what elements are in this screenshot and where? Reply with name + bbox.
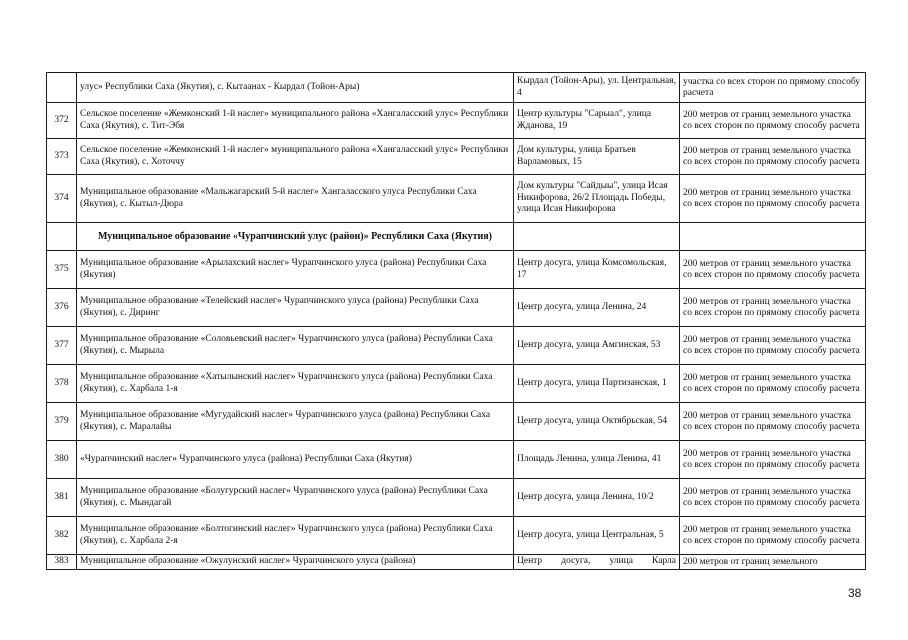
empty-cell [47, 223, 77, 251]
document-table-body [47, 73, 866, 570]
empty-cell [514, 223, 680, 251]
municipality-cell: Муниципальное образование «Мальжагарский 5-й наслег» Хангаласского улуса Республики Саха (Якутия), с. Кытыл-Дюра [77, 175, 514, 223]
zone-cell: 200 метров от границ земельного участка со всех сторон по прямому способу расчета [680, 441, 866, 479]
row-number-cell [47, 73, 77, 103]
row-number-cell: 383 [47, 555, 77, 570]
document-table [46, 72, 866, 570]
row-number-cell: 373 [47, 139, 77, 175]
row-number-cell: 374 [47, 175, 77, 223]
table-row [47, 73, 866, 103]
address-cell: Дом культуры "Сайдыы", улица Исая Никифорова, 26/2 Площадь Победы, улица Исая Никифорова [514, 175, 680, 223]
address-cell: Центр досуга, улица Октябрьская, 54 [514, 403, 680, 441]
municipality-cell: Сельское поселение «Жемконский 1-й наслег» муниципального района «Хангаласский улус» Республики Саха (Якутия), с. Тит-Эбя [77, 103, 514, 139]
address-cell: Центр досуга, улица Карла [514, 555, 680, 570]
address-cell: Центр досуга, улица Амгинская, 53 [514, 327, 680, 365]
address-cell: Центр досуга, улица Комсомольская, 17 [514, 251, 680, 289]
row-number-cell: 379 [47, 403, 77, 441]
page-number: 38 [848, 586, 862, 600]
address-cell: Центр досуга, улица Партизанская, 1 [514, 365, 680, 403]
table-row [47, 139, 866, 175]
zone-cell: 200 метров от границ земельного участка со всех сторон по прямому способу расчета [680, 139, 866, 175]
zone-cell: 200 метров от границ земельного участка со всех сторон по прямому способу расчета [680, 251, 866, 289]
section-header-row [47, 223, 866, 251]
municipality-cell: Муниципальное образование «Телейский наслег» Чурапчинского улуса (района) Республики Саха (Якутия), с. Диринг [77, 289, 514, 327]
table-row [47, 555, 866, 570]
address-cell: Центр культуры "Сарыал", улица Жданова, 19 [514, 103, 680, 139]
row-number-cell: 377 [47, 327, 77, 365]
municipality-cell: Муниципальное образование «Арылахский наслег» Чурапчинского улуса (района) Республики Саха (Якутия) [77, 251, 514, 289]
table-row [47, 327, 866, 365]
row-number-cell: 375 [47, 251, 77, 289]
row-number-cell: 372 [47, 103, 77, 139]
zone-cell: 200 метров от границ земельного участка со всех сторон по прямому способу расчета [680, 103, 866, 139]
table-row [47, 103, 866, 139]
municipality-cell: Муниципальное образование «Болтогинский наслег» Чурапчинского улуса (района) Республики Саха (Якутия), с. Харбала 2-я [77, 517, 514, 555]
table-row [47, 517, 866, 555]
table-row [47, 251, 866, 289]
row-number-cell: 376 [47, 289, 77, 327]
row-number-cell: 378 [47, 365, 77, 403]
zone-cell: 200 метров от границ земельного участка со всех сторон по прямому способу расчета [680, 289, 866, 327]
zone-cell: 200 метров от границ земельного участка со всех сторон по прямому способу расчета [680, 403, 866, 441]
municipality-cell: Муниципальное образование «Болугурский наслег» Чурапчинского улуса (района) Республики Саха (Якутия), с. Мындагай [77, 479, 514, 517]
table-row [47, 365, 866, 403]
address-cell: Центр досуга, улица Ленина, 10/2 [514, 479, 680, 517]
address-cell: Площадь Ленина, улица Ленина, 41 [514, 441, 680, 479]
zone-cell: 200 метров от границ земельного участка со всех сторон по прямому способу расчета [680, 517, 866, 555]
row-number-cell: 382 [47, 517, 77, 555]
municipality-cell: Муниципальное образование «Соловьевский наслег» Чурапчинского улуса (района) Республики Саха (Якутия), с. Мырыла [77, 327, 514, 365]
table-row [47, 403, 866, 441]
address-cell: Центр досуга, улица Центральная, 5 [514, 517, 680, 555]
row-number-cell: 381 [47, 479, 77, 517]
table-row [47, 479, 866, 517]
zone-cell: участка со всех сторон по прямому способу расчета [680, 73, 866, 103]
zone-cell: 200 метров от границ земельного участка со всех сторон по прямому способу расчета [680, 327, 866, 365]
table-row [47, 175, 866, 223]
section-title: Муниципальное образование «Чурапчинский улус (район)» Республики Саха (Якутия) [77, 223, 514, 251]
municipality-cell: Муниципальное образование «Хатылынский наслег» Чурапчинского улуса (района) Республики Саха (Якутия), с. Харбала 1-я [77, 365, 514, 403]
address-cell: Центр досуга, улица Ленина, 24 [514, 289, 680, 327]
address-cell: Кырдал (Тойон-Ары), ул. Центральная, 4 [514, 73, 680, 103]
zone-cell: 200 метров от границ земельного участка со всех сторон по прямому способу расчета [680, 479, 866, 517]
zone-cell: 200 метров от границ земельного участка со всех сторон по прямому способу расчета [680, 365, 866, 403]
municipality-cell: Сельское поселение «Жемконский 1-й наслег» муниципального района «Хангаласский улус» Республики Саха (Якутия), с. Хоточчу [77, 139, 514, 175]
zone-cell: 200 метров от границ земельного участка со всех сторон по прямому способу расчета [680, 175, 866, 223]
municipality-cell: «Чурапчинский наслег» Чурапчинского улуса (района) Республики Саха (Якутия) [77, 441, 514, 479]
zone-cell: 200 метров от границ земельного [680, 555, 866, 570]
municipality-cell: Муниципальное образование «Ожулунский наслег» Чурапчинского улуса (района) [77, 555, 514, 570]
table-row [47, 441, 866, 479]
address-cell: Дом культуры, улица Братьев Варламовых, 15 [514, 139, 680, 175]
table-row [47, 289, 866, 327]
municipality-cell: улус» Республики Саха (Якутия), с. Кытаанах - Кырдал (Тойон-Ары) [77, 73, 514, 103]
municipality-cell: Муниципальное образование «Мугудайский наслег» Чурапчинского улуса (района) Республики Саха (Якутия), с. Маралайы [77, 403, 514, 441]
empty-cell [680, 223, 866, 251]
row-number-cell: 380 [47, 441, 77, 479]
